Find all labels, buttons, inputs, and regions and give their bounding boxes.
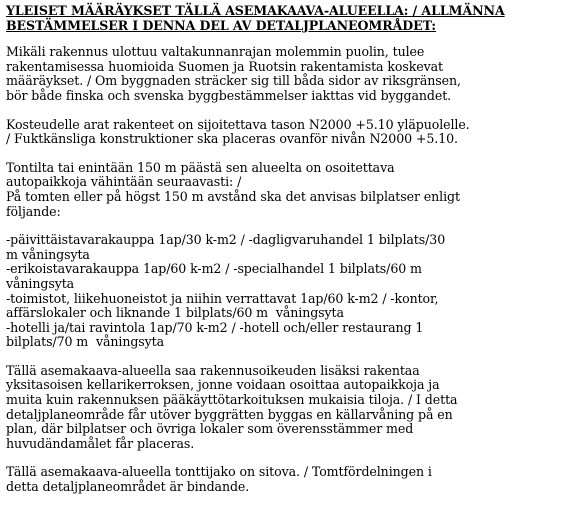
text-line: muita kuin rakennuksen pääkäyttötarkoituksen mukaisia tiloja. / I detta — [6, 392, 458, 408]
text-line: Tällä asemakaava-alueella tonttijako on sitova. / Tomtfördelningen i — [6, 464, 432, 480]
text-line: detta detaljplaneområdet är bindande. — [6, 479, 250, 495]
parking-requirements-list — [6, 233, 578, 350]
text-line: Kosteudelle arat rakenteet on sijoitettava tason N2000 +5.10 yläpuolelle. — [6, 116, 470, 132]
text-line: följande: — [6, 203, 61, 219]
text-line: autopaikkoja vähintään seuraavasti: / — [6, 174, 242, 190]
paragraph-basement — [6, 364, 578, 452]
text-line: Tällä asemakaava-alueella saa rakennusoikeuden lisäksi rakentaa — [6, 362, 420, 378]
paragraph-parking-intro — [6, 161, 578, 219]
paragraph-moisture — [6, 118, 578, 147]
list-item: -päivittäistavarakauppa 1ap/30 k-m2 / -dagligvaruhandel 1 bilplats/30 — [6, 232, 446, 248]
list-item: -hotelli ja/tai ravintola 1ap/70 k-m2 / -hotell och/eller restaurang 1 — [6, 319, 424, 335]
text-line: / Fuktkänsliga konstruktioner ska placeras ovanför nivån N2000 +5.10. — [6, 131, 458, 147]
title-line: YLEISET MÄÄRÄYKSET TÄLLÄ ASEMAKAAVA-ALUEELLA: / ALLMÄNNA — [6, 3, 505, 18]
list-item: -erikoistavarakauppa 1ap/60 k-m2 / -specialhandel 1 bilplats/60 m — [6, 261, 422, 277]
regulations-document — [6, 4, 578, 509]
text-line: plan, där bilplatser och övriga lokaler som överensstämmer med — [6, 421, 414, 437]
text-line: bör både finska och svenska byggbestämmelser iakttas vid byggandet. — [6, 87, 452, 103]
list-item-continuation: m våningsyta — [6, 246, 90, 262]
title-line: BESTÄMMELSER I DENNA DEL AV DETALJPLANEOMRÅDET: — [6, 17, 436, 33]
paragraph-border-building — [6, 45, 578, 103]
list-item-continuation: våningsyta — [6, 275, 75, 291]
text-line: huvudändamålet får placeras. — [6, 435, 195, 451]
text-line: Mikäli rakennus ulottuu valtakunnanrajan molemmin puolin, tulee — [6, 44, 425, 60]
list-item-continuation: bilplats/70 m våningsyta — [6, 334, 165, 350]
document-title — [6, 4, 578, 33]
text-line: detaljplaneområde får utöver byggrätten byggas en källarvåning på en — [6, 406, 453, 422]
list-item-continuation: affärslokaler och liknande 1 bilplats/60 m våningsyta — [6, 305, 344, 321]
text-line: rakentamisessa huomioida Suomen ja Ruotsin rakentamista koskevat — [6, 58, 444, 74]
text-line: Tontilta tai enintään 150 m päästä sen alueelta on osoitettava — [6, 159, 395, 175]
paragraph-plot-division — [6, 465, 578, 494]
text-line: yksitasoisen kellarikerroksen, jonne voidaan osoittaa autopaikkoja ja — [6, 377, 440, 393]
list-item: -toimistot, liikehuoneistot ja niihin verrattavat 1ap/60 k-m2 / -kontor, — [6, 290, 439, 306]
text-line: På tomten eller på högst 150 m avstånd ska det anvisas bilplatser enligt — [6, 188, 460, 204]
text-line: määräykset. / Om byggnaden sträcker sig till båda sidor av riksgränsen, — [6, 73, 461, 89]
